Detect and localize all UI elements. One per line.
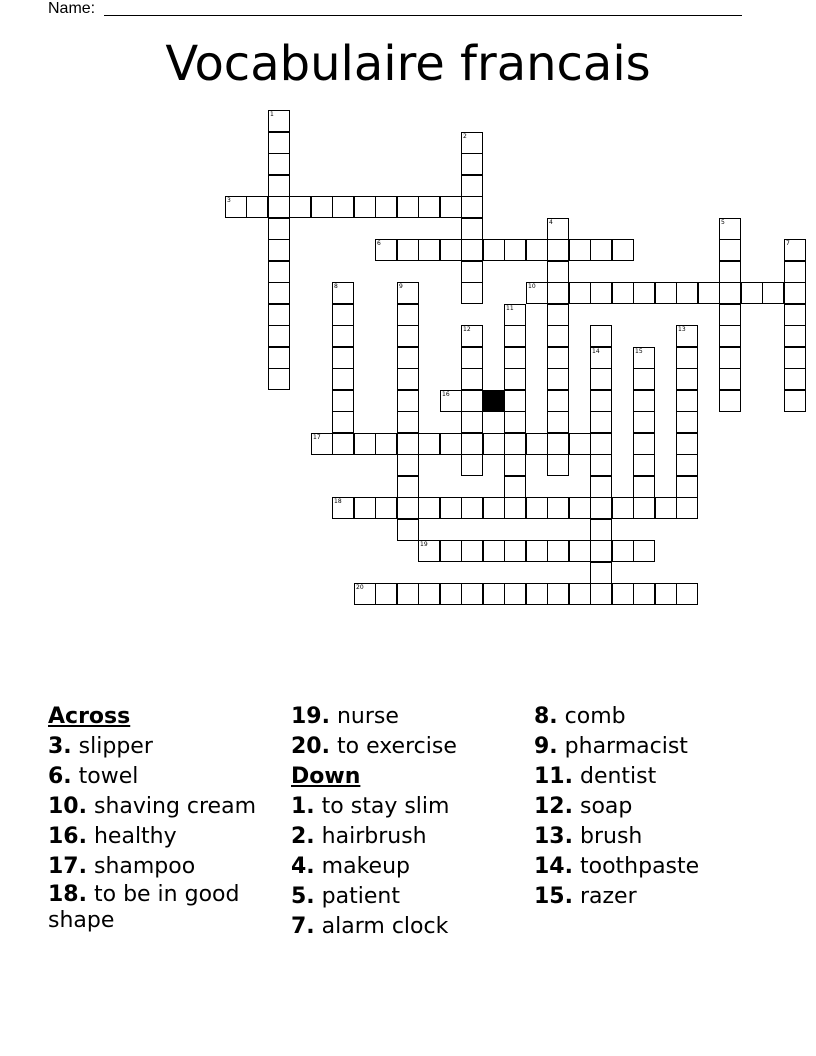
clue-text: makeup — [321, 854, 410, 879]
grid-cell[interactable] — [418, 583, 440, 605]
grid-cell[interactable] — [784, 282, 806, 304]
clue-number: 10 — [528, 283, 536, 290]
grid-cell[interactable] — [332, 196, 354, 218]
grid-cell[interactable] — [698, 282, 720, 304]
grid-cell[interactable] — [569, 433, 591, 455]
grid-cell[interactable] — [590, 562, 612, 584]
grid-cell[interactable] — [719, 282, 741, 304]
grid-cell[interactable] — [332, 411, 354, 433]
grid-cell[interactable] — [268, 304, 290, 326]
grid-cell[interactable] — [547, 454, 569, 476]
page-title: Vocabulaire francais — [165, 36, 651, 92]
grid-cell[interactable] — [526, 540, 548, 562]
grid-cell[interactable] — [676, 390, 698, 412]
grid-cell[interactable] — [590, 476, 612, 498]
grid-cell[interactable] — [461, 583, 483, 605]
clue-text: razer — [579, 884, 637, 909]
grid-cell[interactable] — [590, 347, 612, 369]
grid-cell[interactable] — [590, 540, 612, 562]
clue-text: nurse — [336, 704, 399, 729]
clue-item — [534, 852, 764, 882]
grid-cell[interactable] — [418, 239, 440, 261]
grid-cell[interactable] — [397, 454, 419, 476]
grid-cell[interactable] — [547, 304, 569, 326]
grid-cell[interactable] — [676, 411, 698, 433]
grid-cell[interactable] — [547, 239, 569, 261]
clue-text: to stay slim — [321, 794, 450, 819]
grid-cell[interactable] — [719, 325, 741, 347]
grid-cell[interactable] — [504, 325, 526, 347]
across-heading: Across — [48, 704, 131, 729]
grid-cell[interactable] — [547, 282, 569, 304]
grid-cell[interactable] — [354, 196, 376, 218]
grid-cell[interactable] — [397, 411, 419, 433]
grid-cell[interactable] — [268, 196, 290, 218]
clue-number: 2 — [463, 133, 467, 140]
grid-cell[interactable] — [719, 261, 741, 283]
grid-cell[interactable] — [375, 433, 397, 455]
clue-item — [534, 702, 764, 732]
clue-item — [291, 852, 521, 882]
grid-cell[interactable] — [504, 390, 526, 412]
grid-cell[interactable] — [676, 433, 698, 455]
grid-cell[interactable] — [483, 583, 505, 605]
clue-number-label: 4. — [291, 854, 315, 879]
grid-cell[interactable] — [784, 261, 806, 283]
grid-cell[interactable] — [268, 368, 290, 390]
grid-cell[interactable] — [655, 282, 677, 304]
grid-cell[interactable] — [784, 304, 806, 326]
grid-cell[interactable] — [375, 497, 397, 519]
grid-cell[interactable] — [547, 497, 569, 519]
grid-cell[interactable] — [590, 282, 612, 304]
grid-cell[interactable] — [590, 411, 612, 433]
clue-item — [291, 822, 521, 852]
clue-number: 17 — [313, 434, 321, 441]
clue-text: shampoo — [93, 854, 196, 879]
clue-number-label: 1. — [291, 794, 315, 819]
grid-cell[interactable] — [397, 347, 419, 369]
clue-text: healthy — [93, 824, 177, 849]
grid-cell[interactable] — [504, 239, 526, 261]
clue-number-label: 12. — [534, 794, 573, 819]
grid-cell[interactable] — [547, 368, 569, 390]
grid-cell[interactable] — [461, 433, 483, 455]
clue-number-label: 9. — [534, 734, 558, 759]
grid-cell[interactable] — [461, 132, 483, 154]
grid-cell[interactable] — [397, 433, 419, 455]
clue-number: 18 — [334, 498, 342, 505]
clue-text: hairbrush — [321, 824, 427, 849]
grid-cell[interactable] — [268, 110, 290, 132]
grid-cell[interactable] — [375, 583, 397, 605]
grid-cell[interactable] — [483, 433, 505, 455]
grid-cell[interactable] — [526, 282, 548, 304]
grid-cell[interactable] — [461, 347, 483, 369]
clue-text: soap — [579, 794, 633, 819]
grid-cell[interactable] — [461, 497, 483, 519]
clue-number: 12 — [463, 326, 471, 333]
clue-number: 19 — [420, 541, 428, 548]
grid-cell[interactable] — [332, 282, 354, 304]
grid-cell[interactable] — [483, 239, 505, 261]
clue-number: 13 — [678, 326, 686, 333]
clue-number-label: 5. — [291, 884, 315, 909]
grid-cell[interactable] — [590, 454, 612, 476]
grid-cell[interactable] — [612, 497, 634, 519]
clue-number-label: 10. — [48, 794, 87, 819]
name-label: Name: — [48, 0, 96, 17]
grid-cell[interactable] — [354, 433, 376, 455]
clue-text: alarm clock — [321, 914, 449, 939]
clue-item — [291, 792, 521, 822]
clue-text: to exercise — [336, 734, 457, 759]
clue-column-3 — [534, 702, 764, 912]
clue-number-label: 2. — [291, 824, 315, 849]
grid-cell[interactable] — [332, 433, 354, 455]
grid-cell[interactable] — [547, 218, 569, 240]
grid-cell[interactable] — [504, 497, 526, 519]
grid-cell[interactable] — [719, 390, 741, 412]
clue-number-label: 14. — [534, 854, 573, 879]
clue-number: 7 — [786, 240, 790, 247]
grid-cell[interactable] — [332, 347, 354, 369]
clue-number: 11 — [506, 305, 514, 312]
clue-item — [48, 762, 278, 792]
clue-item — [291, 882, 521, 912]
clue-number: 14 — [592, 348, 600, 355]
grid-cell[interactable] — [483, 497, 505, 519]
grid-cell[interactable] — [784, 347, 806, 369]
grid-cell[interactable] — [504, 454, 526, 476]
clue-number-label: 8. — [534, 704, 558, 729]
grid-cell[interactable] — [483, 540, 505, 562]
down-heading: Down — [291, 764, 361, 789]
grid-cell[interactable] — [354, 583, 376, 605]
clue-number-label: 13. — [534, 824, 573, 849]
grid-cell[interactable] — [569, 239, 591, 261]
grid-cell[interactable] — [633, 583, 655, 605]
clue-text: dentist — [579, 764, 657, 789]
clue-number-label: 19. — [291, 704, 330, 729]
grid-cell[interactable] — [461, 454, 483, 476]
grid-cell[interactable] — [332, 497, 354, 519]
grid-cell[interactable] — [461, 196, 483, 218]
clue-text: to be in good shape — [48, 882, 240, 933]
grid-cell[interactable] — [719, 304, 741, 326]
grid-cell[interactable] — [719, 239, 741, 261]
grid-cell[interactable] — [741, 282, 763, 304]
grid-cell[interactable] — [676, 325, 698, 347]
grid-cell[interactable] — [440, 390, 462, 412]
grid-cell[interactable] — [676, 476, 698, 498]
grid-cell[interactable] — [397, 239, 419, 261]
clue-text: patient — [321, 884, 400, 909]
clue-number: 20 — [356, 584, 364, 591]
clue-item — [534, 822, 764, 852]
grid-cell[interactable] — [676, 497, 698, 519]
grid-cell[interactable] — [590, 497, 612, 519]
grid-cell[interactable] — [375, 196, 397, 218]
grid-cell[interactable] — [633, 368, 655, 390]
clue-number: 4 — [549, 219, 553, 226]
clue-number-label: 17. — [48, 854, 87, 879]
grid-cell[interactable] — [268, 325, 290, 347]
grid-cell[interactable] — [311, 433, 333, 455]
grid-cell[interactable] — [633, 347, 655, 369]
grid-cell[interactable] — [569, 497, 591, 519]
grid-cell[interactable] — [268, 261, 290, 283]
clue-item — [291, 732, 521, 762]
grid-cell[interactable] — [719, 347, 741, 369]
grid-cell[interactable] — [397, 519, 419, 541]
grid-cell[interactable] — [268, 218, 290, 240]
grid-cell[interactable] — [440, 583, 462, 605]
grid-cell[interactable] — [784, 390, 806, 412]
grid-cell[interactable] — [504, 583, 526, 605]
grid-cell[interactable] — [633, 411, 655, 433]
grid-cell[interactable] — [547, 583, 569, 605]
grid-cell[interactable] — [397, 476, 419, 498]
clue-number-label: 16. — [48, 824, 87, 849]
clue-text: brush — [579, 824, 643, 849]
grid-cell[interactable] — [418, 497, 440, 519]
grid-cell[interactable] — [526, 497, 548, 519]
grid-cell[interactable] — [418, 540, 440, 562]
grid-cell[interactable] — [461, 175, 483, 197]
clue-column-1 — [48, 702, 278, 938]
clue-text: towel — [78, 764, 139, 789]
grid-cell[interactable] — [332, 325, 354, 347]
grid-cell[interactable] — [719, 218, 741, 240]
clue-text: slipper — [78, 734, 153, 759]
clue-number-label: 20. — [291, 734, 330, 759]
clue-number-label: 7. — [291, 914, 315, 939]
grid-cell[interactable] — [590, 325, 612, 347]
grid-cell[interactable] — [784, 368, 806, 390]
grid-cell[interactable] — [461, 325, 483, 347]
grid-cell[interactable] — [418, 196, 440, 218]
clue-number-label: 3. — [48, 734, 72, 759]
grid-cell[interactable] — [633, 390, 655, 412]
grid-cell[interactable] — [354, 497, 376, 519]
grid-cell[interactable] — [397, 583, 419, 605]
grid-cell[interactable] — [612, 540, 634, 562]
clue-item — [291, 702, 521, 732]
grid-cell[interactable] — [246, 196, 268, 218]
clue-text: toothpaste — [579, 854, 700, 879]
grid-cell[interactable] — [526, 433, 548, 455]
clue-number: 5 — [721, 219, 725, 226]
grid-cell[interactable] — [547, 411, 569, 433]
clue-number: 3 — [227, 197, 231, 204]
grid-cell[interactable] — [461, 411, 483, 433]
grid-cell[interactable] — [268, 153, 290, 175]
grid-cell[interactable] — [268, 347, 290, 369]
grid-cell[interactable] — [547, 540, 569, 562]
clue-text: pharmacist — [564, 734, 688, 759]
clue-number: 15 — [635, 348, 643, 355]
grid-cell[interactable] — [547, 347, 569, 369]
clue-number: 8 — [334, 283, 338, 290]
clue-item — [534, 732, 764, 762]
clue-number-label: 11. — [534, 764, 573, 789]
grid-cell[interactable] — [612, 583, 634, 605]
grid-cell[interactable] — [547, 261, 569, 283]
grid-cell[interactable] — [676, 282, 698, 304]
grid-cell[interactable] — [397, 325, 419, 347]
grid-cell[interactable] — [569, 540, 591, 562]
grid-cell[interactable] — [526, 239, 548, 261]
grid-cell[interactable] — [590, 583, 612, 605]
grid-cell[interactable] — [461, 261, 483, 283]
grid-cell[interactable] — [612, 239, 634, 261]
clue-number: 16 — [442, 391, 450, 398]
clue-number-label: 6. — [48, 764, 72, 789]
clue-number: 9 — [399, 283, 403, 290]
grid-cell[interactable] — [590, 368, 612, 390]
grid-cell[interactable] — [268, 175, 290, 197]
grid-cell[interactable] — [397, 390, 419, 412]
grid-cell[interactable] — [569, 583, 591, 605]
clue-item — [534, 762, 764, 792]
grid-cell[interactable] — [676, 368, 698, 390]
clue-item — [48, 882, 278, 934]
grid-cell[interactable] — [311, 196, 333, 218]
grid-cell[interactable] — [225, 196, 247, 218]
clue-number: 1 — [270, 111, 274, 118]
grid-cell[interactable] — [784, 325, 806, 347]
grid-cell[interactable] — [676, 347, 698, 369]
grid-cell[interactable] — [440, 196, 462, 218]
clue-number-label: 15. — [534, 884, 573, 909]
grid-cell[interactable] — [440, 239, 462, 261]
grid-cell[interactable] — [655, 583, 677, 605]
grid-cell[interactable] — [633, 497, 655, 519]
grid-cell[interactable] — [268, 132, 290, 154]
grid-cell[interactable] — [268, 239, 290, 261]
grid-cell[interactable] — [461, 540, 483, 562]
grid-cell[interactable] — [633, 433, 655, 455]
grid-cell[interactable] — [655, 497, 677, 519]
clue-item — [48, 822, 278, 852]
grid-cell[interactable] — [547, 325, 569, 347]
clue-text: comb — [564, 704, 626, 729]
clue-column-2 — [291, 702, 521, 942]
grid-cell[interactable] — [633, 476, 655, 498]
grid-cell[interactable] — [762, 282, 784, 304]
grid-cell[interactable] — [526, 583, 548, 605]
grid-cell[interactable] — [590, 519, 612, 541]
clue-text: shaving cream — [93, 794, 257, 819]
grid-cell[interactable] — [547, 390, 569, 412]
grid-cell[interactable] — [440, 497, 462, 519]
grid-cell[interactable] — [504, 304, 526, 326]
grid-cell[interactable] — [397, 368, 419, 390]
grid-cell[interactable] — [397, 497, 419, 519]
grid-cell[interactable] — [590, 239, 612, 261]
grid-cell[interactable] — [461, 390, 483, 412]
grid-cell[interactable] — [676, 583, 698, 605]
grid-cell[interactable] — [784, 239, 806, 261]
grid-cell[interactable] — [461, 368, 483, 390]
grid-cell[interactable] — [569, 282, 591, 304]
grid-cell[interactable] — [590, 390, 612, 412]
clue-item — [291, 912, 521, 942]
grid-cell[interactable] — [719, 368, 741, 390]
grid-cell[interactable] — [332, 390, 354, 412]
grid-cell[interactable] — [397, 304, 419, 326]
grid-cell[interactable] — [332, 304, 354, 326]
grid-cell[interactable] — [268, 282, 290, 304]
grid-cell[interactable] — [504, 411, 526, 433]
grid-cell[interactable] — [375, 239, 397, 261]
grid-cell[interactable] — [504, 347, 526, 369]
grid-cell[interactable] — [633, 282, 655, 304]
grid-cell[interactable] — [461, 218, 483, 240]
grid-cell[interactable] — [633, 454, 655, 476]
grid-cell[interactable] — [504, 540, 526, 562]
grid-cell[interactable] — [397, 196, 419, 218]
clue-item — [48, 852, 278, 882]
clue-number-label: 18. — [48, 882, 87, 907]
grid-cell[interactable] — [440, 540, 462, 562]
clue-item — [534, 882, 764, 912]
grid-cell[interactable] — [590, 433, 612, 455]
grid-cell[interactable] — [504, 368, 526, 390]
grid-cell[interactable] — [612, 282, 634, 304]
clue-item — [534, 792, 764, 822]
grid-cell[interactable] — [633, 540, 655, 562]
grid-cell[interactable] — [461, 239, 483, 261]
clue-number: 6 — [377, 240, 381, 247]
clue-item — [48, 792, 278, 822]
clue-item — [48, 732, 278, 762]
grid-cell[interactable] — [418, 433, 440, 455]
grid-cell[interactable] — [504, 433, 526, 455]
grid-cell[interactable] — [289, 196, 311, 218]
grid-cell[interactable] — [397, 282, 419, 304]
grid-cell[interactable] — [676, 454, 698, 476]
grid-cell[interactable] — [547, 433, 569, 455]
grid-cell[interactable] — [440, 433, 462, 455]
black-cell — [483, 390, 505, 412]
grid-cell[interactable] — [504, 476, 526, 498]
grid-cell[interactable] — [461, 153, 483, 175]
grid-cell[interactable] — [461, 282, 483, 304]
grid-cell[interactable] — [332, 368, 354, 390]
